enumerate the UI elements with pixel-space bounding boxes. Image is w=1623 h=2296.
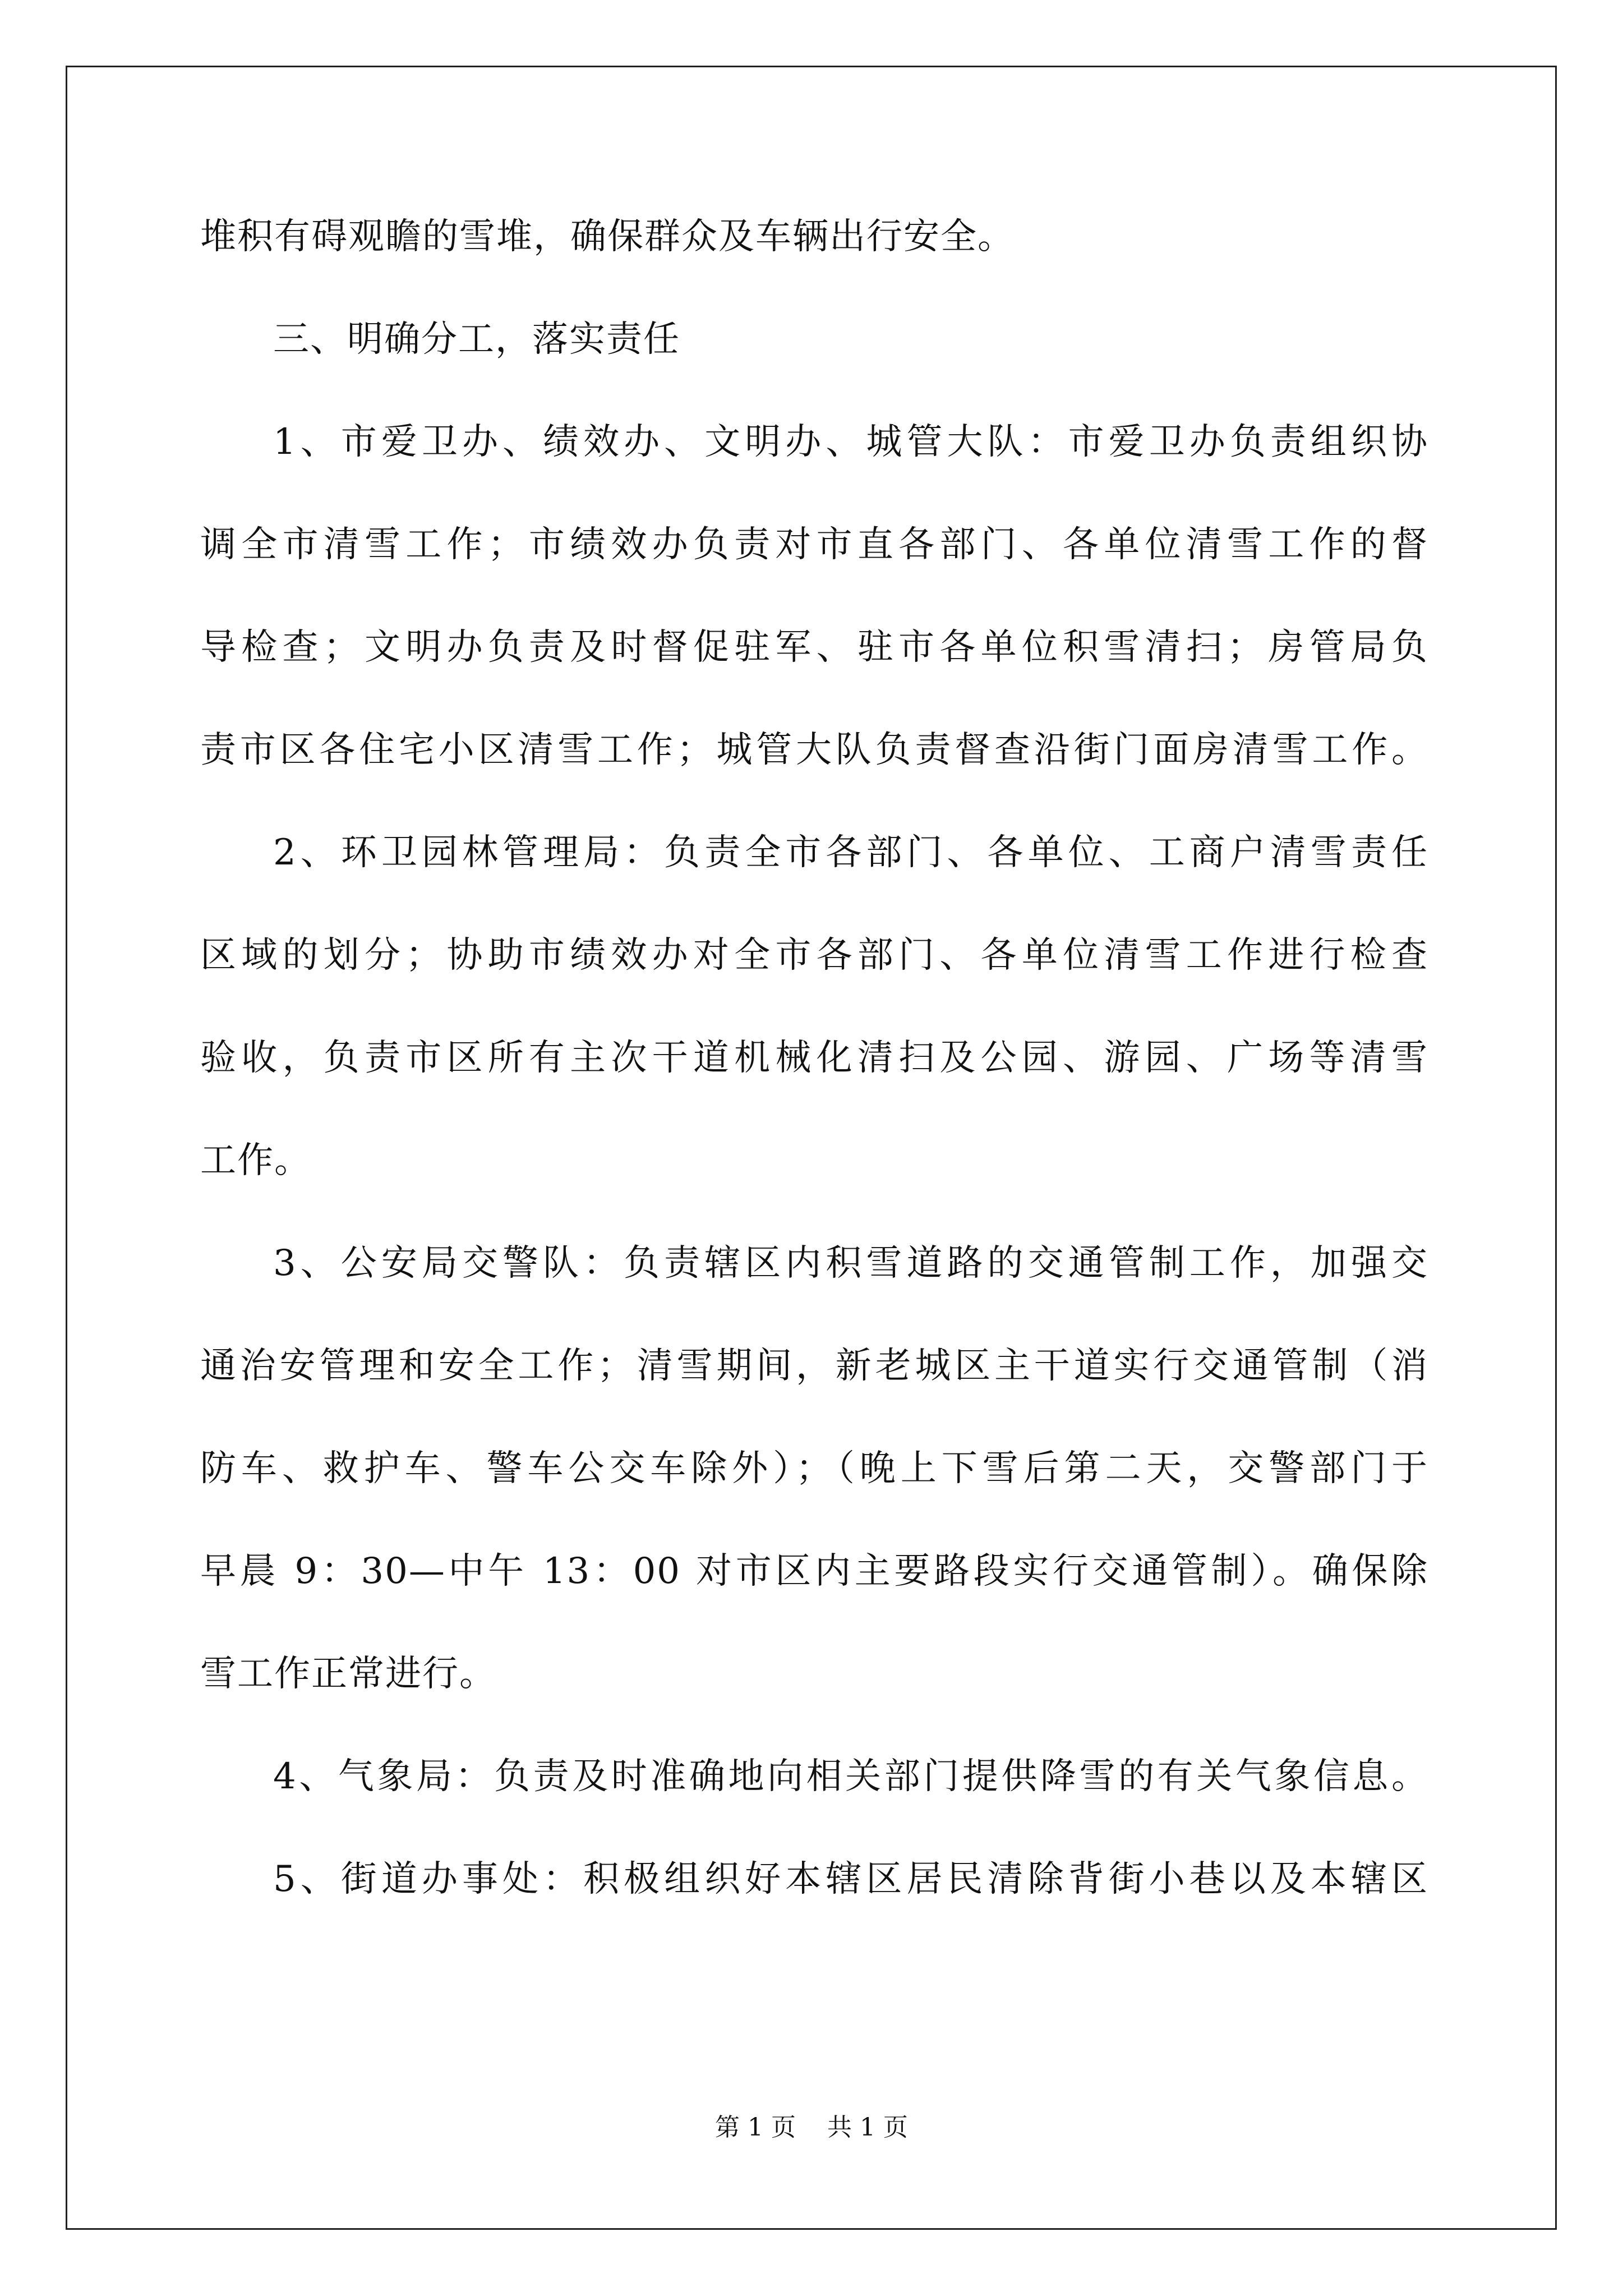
text-line: 3、公安局交警队：负责辖区内积雪道路的交通管制工作，加强交: [273, 1243, 1428, 1284]
text-line: 雪工作正常进行。: [200, 1653, 496, 1695]
text-line: 区域的划分；协助市绩效办对全市各部门、各单位清雪工作进行检查: [200, 935, 1428, 976]
text-line: 早晨 9：30—中午 13：00 对市区内主要路段实行交通管制）。确保除: [200, 1550, 1428, 1592]
document-body: [200, 218, 1428, 1963]
text-line: 验收，负责市区所有主次干道机械化清扫及公园、游园、广场等清雪: [200, 1037, 1428, 1079]
page-number-footer: 第 1 页 共 1 页: [715, 2113, 908, 2142]
text-line: 4、气象局：负责及时准确地向相关部门提供降雪的有关气象信息。: [273, 1756, 1428, 1797]
text-line: 堆积有碍观瞻的雪堆，确保群众及车辆出行安全。: [200, 216, 1015, 257]
text-line: 调全市清雪工作；市绩效办负责对市直各部门、各单位清雪工作的督: [200, 524, 1428, 565]
text-line: 5、街道办事处：积极组织好本辖区居民清除背街小巷以及本辖区: [273, 1858, 1428, 1900]
text-line: 1、市爱卫办、绩效办、文明办、城管大队：市爱卫办负责组织协: [273, 421, 1428, 463]
text-line: 责市区各住宅小区清雪工作；城管大队负责督查沿街门面房清雪工作。: [200, 729, 1428, 771]
text-line: 工作。: [200, 1140, 311, 1181]
section-heading: 三、明确分工，落实责任: [273, 319, 680, 360]
text-line: 通治安管理和安全工作；清雪期间，新老城区主干道实行交通管制（消: [200, 1345, 1428, 1387]
text-line: 导检查；文明办负责及时督促驻军、驻市各单位积雪清扫；房管局负: [200, 627, 1428, 668]
text-line: 2、环卫园林管理局：负责全市各部门、各单位、工商户清雪责任: [273, 832, 1428, 873]
text-line: 防车、救护车、警车公交车除外）；（晚上下雪后第二天，交警部门于: [200, 1448, 1428, 1489]
